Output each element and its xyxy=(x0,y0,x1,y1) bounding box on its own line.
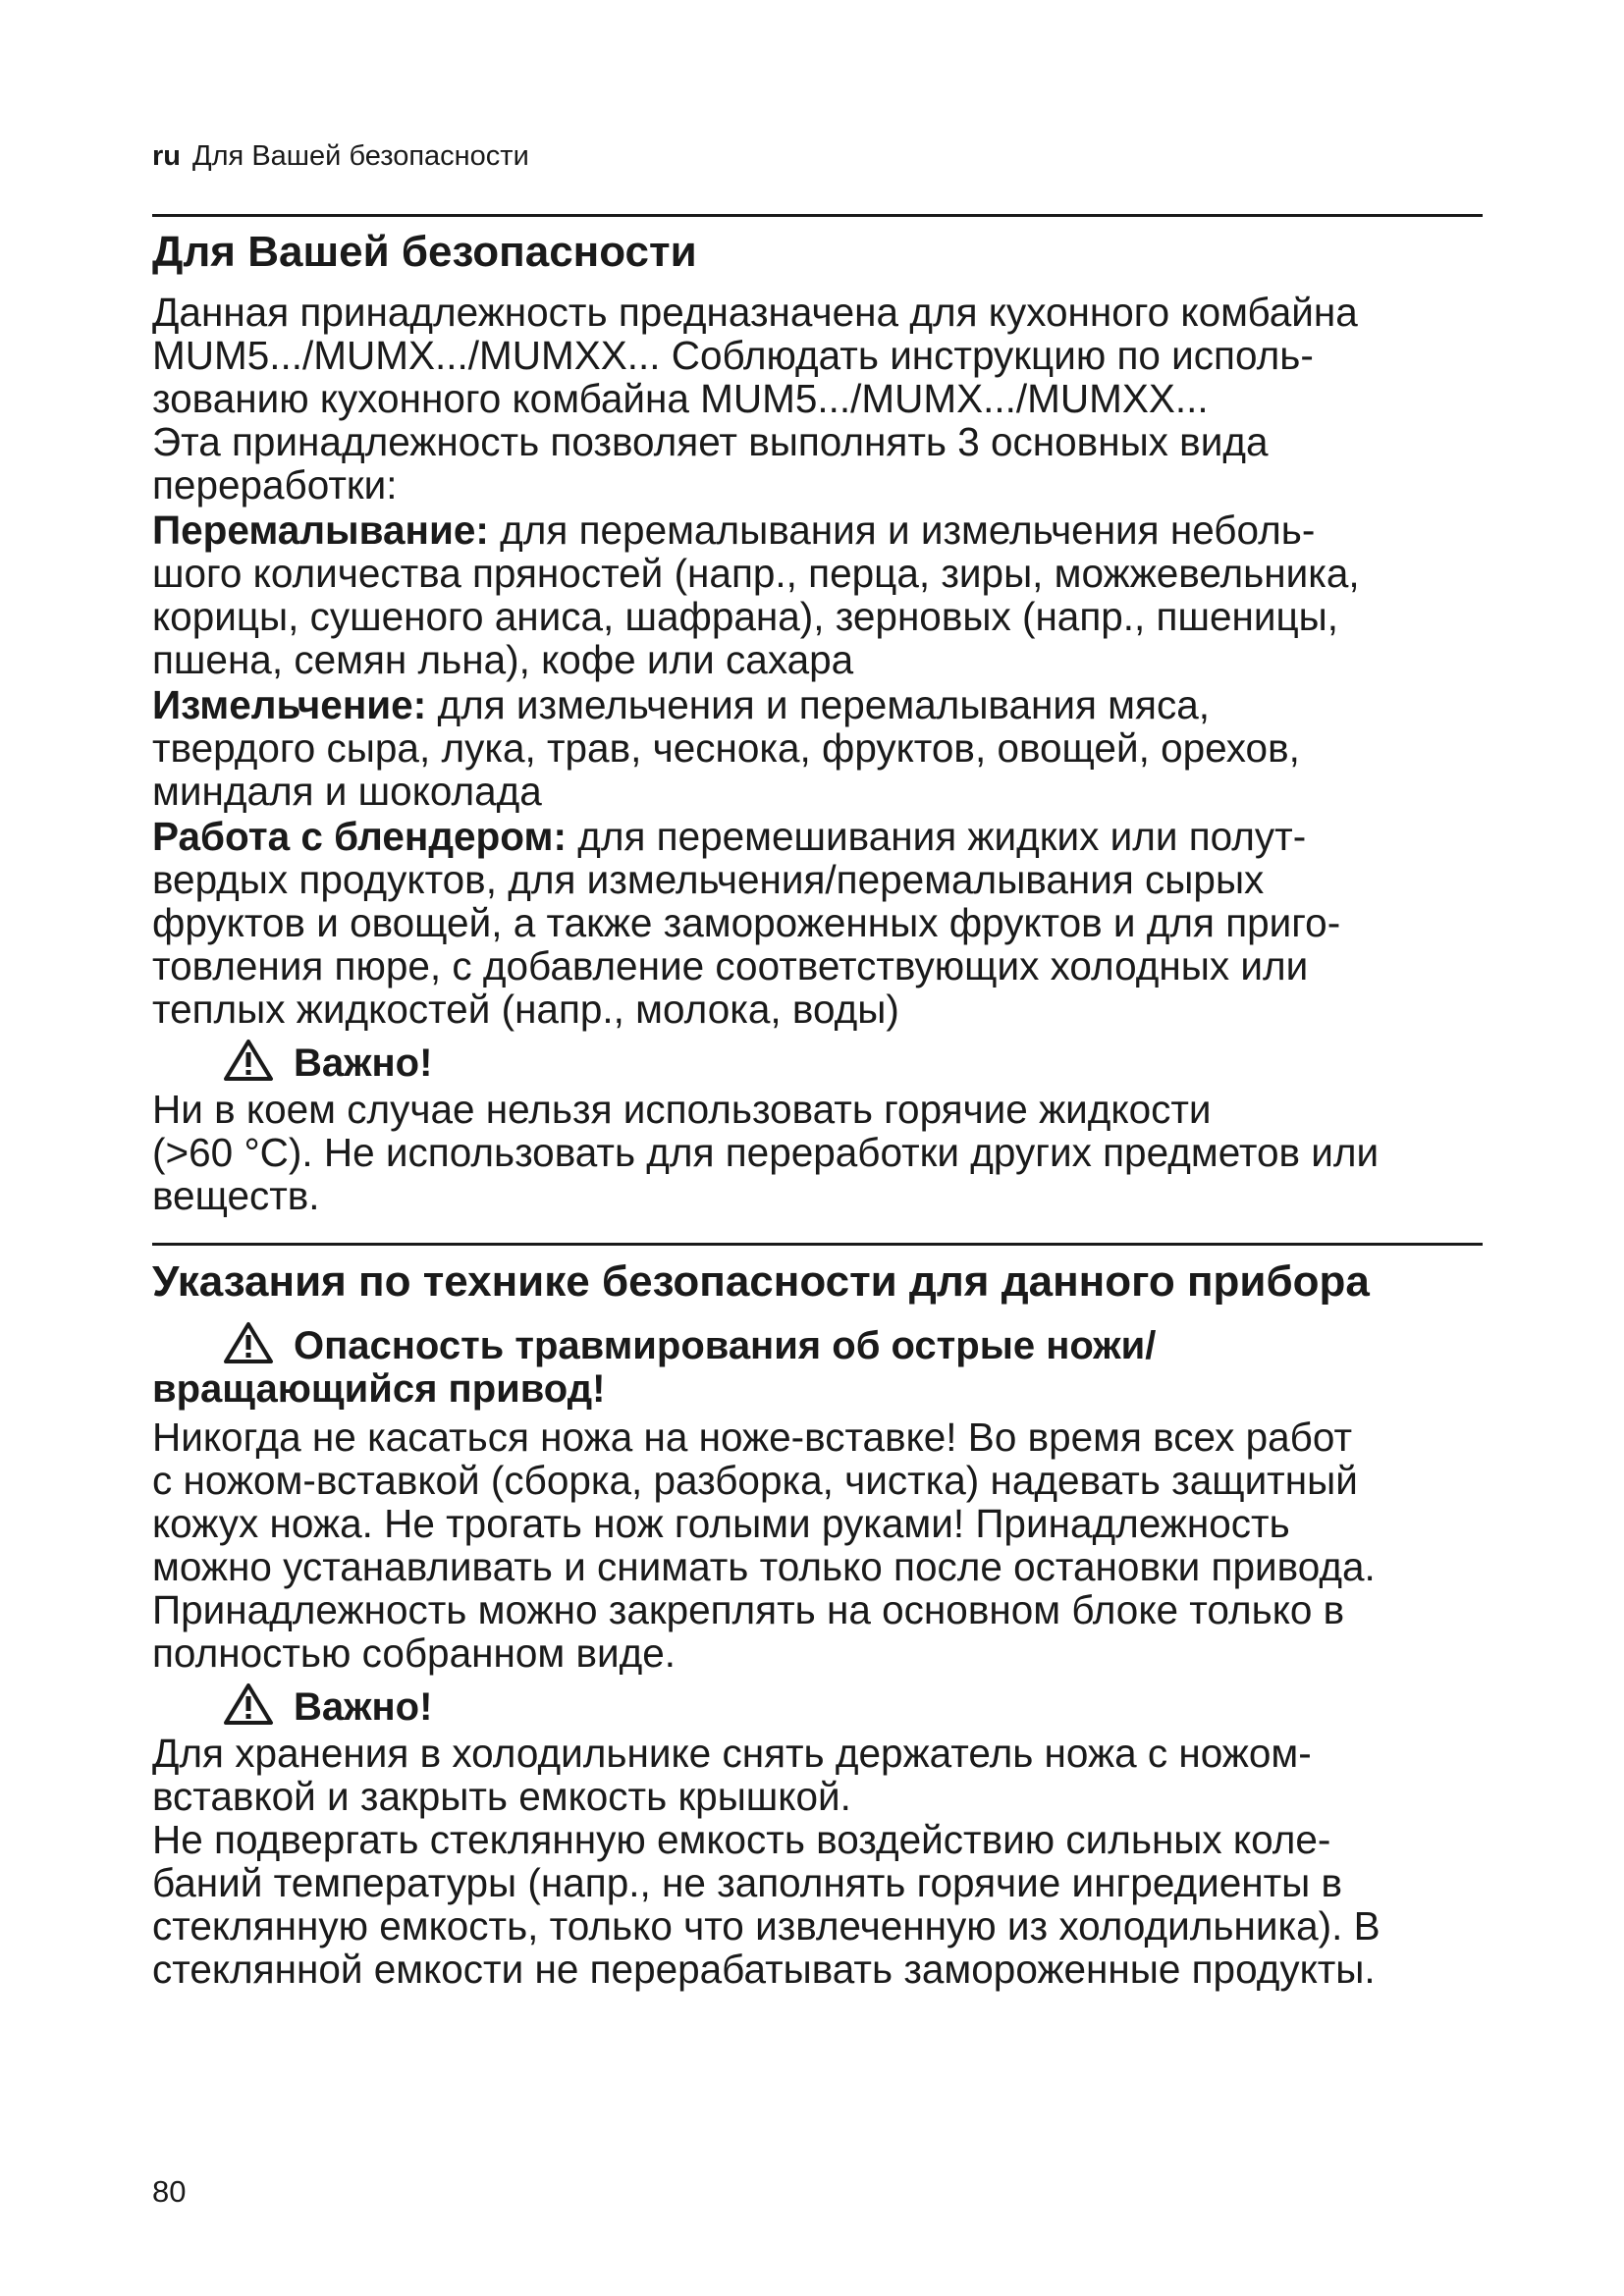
blender-label: Работа с блендером: xyxy=(152,814,567,859)
paragraph-line: шого количества пряностей (напр., перца, зиры, можжевельника, xyxy=(152,551,1360,596)
grinding-first-line xyxy=(152,508,1315,552)
paragraph-line: Ни в коем случае нельзя использовать горячие жидкости xyxy=(152,1087,1212,1132)
paragraph-line: пшена, семян льна), кофе или сахара xyxy=(152,637,854,682)
paragraph-line: Принадлежность можно закреплять на основном блоке только в xyxy=(152,1587,1345,1632)
warning-triangle-icon xyxy=(223,1682,274,1726)
paragraph-line: кожух ножа. Не трогать нож голыми руками! Принадлежность xyxy=(152,1501,1290,1546)
section-divider xyxy=(152,1243,1483,1246)
warning-title xyxy=(223,1039,432,1086)
blender-text: для перемешивания жидких или полут- xyxy=(566,814,1307,859)
paragraph-line: переработки: xyxy=(152,462,398,507)
warning-triangle-icon xyxy=(223,1039,274,1082)
header-title: Для Вашей безопасности xyxy=(192,140,529,172)
section-heading: Для Вашей безопасности xyxy=(152,228,697,276)
paragraph-line: баний температуры (напр., не заполнять горячие ингредиенты в xyxy=(152,1860,1343,1905)
warning-triangle-icon xyxy=(223,1321,274,1364)
section-divider xyxy=(152,214,1483,217)
paragraph-line: Не подвергать стеклянную емкость воздействию сильных коле- xyxy=(152,1817,1331,1862)
paragraph-line: Данная принадлежность предназначена для кухонного комбайна xyxy=(152,290,1358,335)
paragraph-line: стеклянную емкость, только что извлеченную из холодильника). В xyxy=(152,1903,1380,1949)
paragraph-line: вердых продуктов, для измельчения/перемалывания сырых xyxy=(152,857,1265,902)
paragraph-line: Никогда не касаться ножа на ноже-вставке! Во время всех работ xyxy=(152,1415,1353,1460)
paragraph-line: товления пюре, с добавление соответствующих холодных или xyxy=(152,943,1309,988)
paragraph-line: можно устанавливать и снимать только после остановки привода. xyxy=(152,1544,1376,1589)
paragraph-line: (>60 °C). Не использовать для переработки других предметов или xyxy=(152,1130,1380,1175)
warning-title xyxy=(223,1682,432,1730)
warning-title-text: Важно! xyxy=(294,1041,433,1085)
paragraph-line: твердого сыра, лука, трав, чеснока, фруктов, овощей, орехов, xyxy=(152,725,1300,771)
section-heading: Указания по технике безопасности для данного прибора xyxy=(152,1257,1370,1306)
chopping-first-line xyxy=(152,683,1210,726)
paragraph-line: зованию кухонного комбайна MUM5.../MUMX.../MUMXX... xyxy=(152,376,1209,421)
grinding-label: Перемалывание: xyxy=(152,507,489,553)
danger-title-continued: вращающийся привод! xyxy=(152,1367,606,1411)
paragraph-line: Для хранения в холодильнике снять держатель ножа с ножом- xyxy=(152,1731,1312,1776)
paragraph-line: Эта принадлежность позволяет выполнять 3 основных вида xyxy=(152,419,1269,464)
grinding-text: для перемалывания и измельчения неболь- xyxy=(488,507,1316,553)
paragraph-line: миндаля и шоколада xyxy=(152,769,542,814)
paragraph-line: MUM5.../MUMX.../MUMXX... Соблюдать инструкцию по исполь- xyxy=(152,333,1314,378)
paragraph-line: стеклянной емкости не перерабатывать замороженные продукты. xyxy=(152,1947,1376,1992)
paragraph-line: веществ. xyxy=(152,1173,320,1218)
blender-first-line xyxy=(152,815,1306,858)
paragraph-line: фруктов и овощей, а также замороженных фруктов и для приго- xyxy=(152,900,1341,945)
page-number: 80 xyxy=(152,2174,187,2209)
paragraph-line: вставкой и закрыть емкость крышкой. xyxy=(152,1774,851,1819)
paragraph-line: теплых жидкостей (напр., молока, воды) xyxy=(152,987,899,1032)
paragraph-line: с ножом-вставкой (сборка, разборка, чистка) надевать защитный xyxy=(152,1458,1358,1503)
danger-title-text: Опасность травмирования об острые ножи/ xyxy=(294,1324,1157,1367)
chopping-label: Измельчение: xyxy=(152,682,427,727)
warning-title-text: Важно! xyxy=(294,1685,433,1729)
running-header xyxy=(152,140,529,173)
chopping-text: для измельчения и перемалывания мяса, xyxy=(426,682,1210,727)
language-code: ru xyxy=(152,140,181,172)
paragraph-line: полностью собранном виде. xyxy=(152,1630,676,1676)
paragraph-line: корицы, сушеного аниса, шафрана), зерновых (напр., пшеницы, xyxy=(152,594,1339,639)
danger-title xyxy=(223,1321,1156,1368)
